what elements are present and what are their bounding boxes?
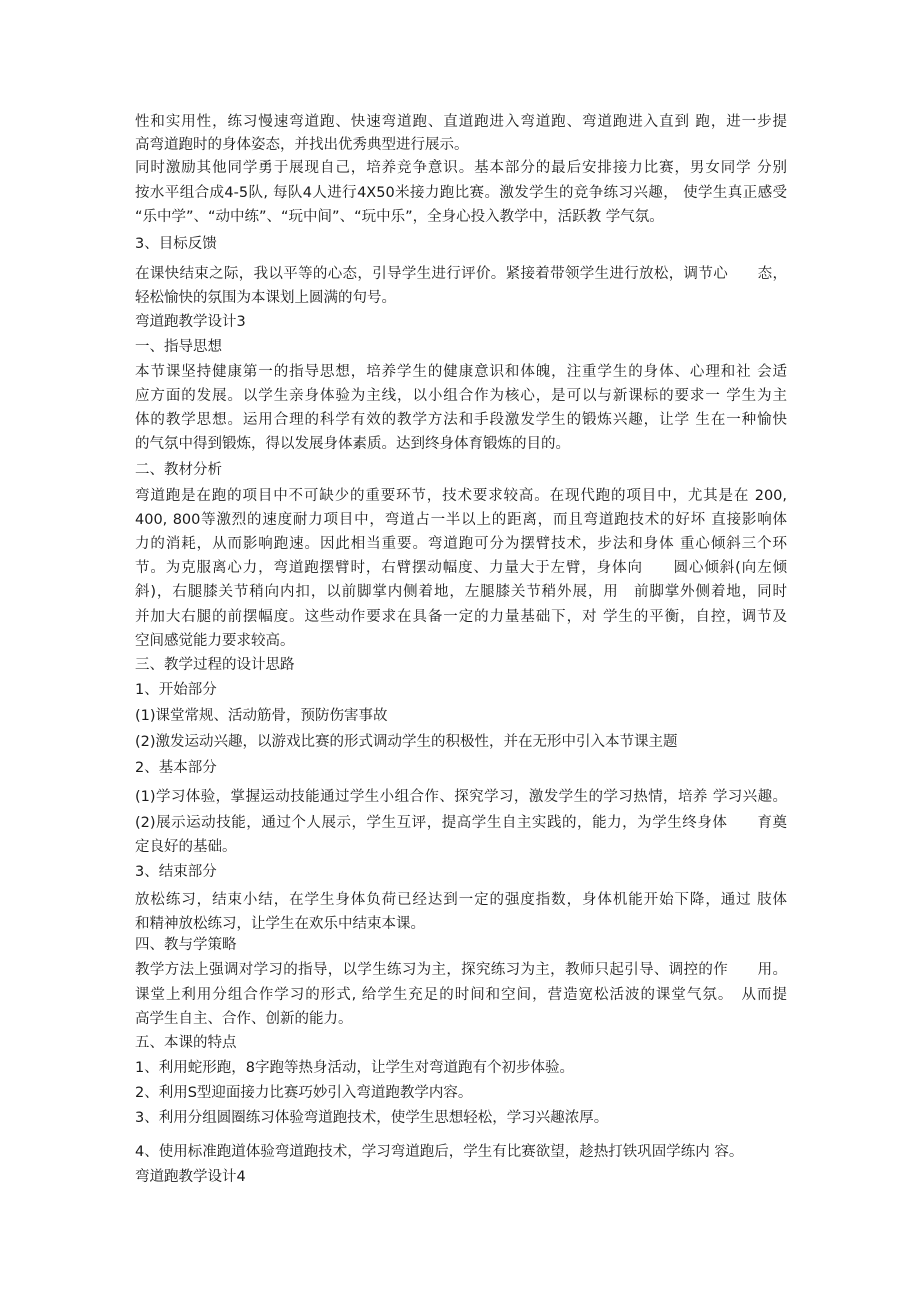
paragraph-line: 节。为克服离心力，弯道跑摆臂时，右臂摆动幅度、力量大于左臂，身体向 圆心倾斜(向左倾	[135, 560, 787, 576]
paragraph-line: 和精神放松练习，让学生在欢乐中结束本课。	[135, 916, 425, 932]
section-heading: 二、教材分析	[135, 462, 222, 478]
paragraph-line: 空间感觉能力要求较高。	[135, 633, 295, 649]
paragraph-line: 体的教学思想。运用合理的科学有效的教学方法和手段激发学生的锻炼兴趣，让学 生在一种愉快	[135, 412, 787, 428]
paragraph-line: 课堂上利用分组合作学习的形式, 给学生充足的时间和空间，营造宽松活波的课堂气氛。 从而提	[135, 987, 787, 1003]
paragraph-line: 弯道跑是在跑的项目中不可缺少的重要环节，技术要求较高。在现代跑的项目中，尤其是在 200,	[135, 488, 787, 504]
list-item: (1)课堂常规、活动筋骨，预防伤害事故	[135, 708, 388, 724]
section-heading: 3、目标反馈	[135, 236, 217, 252]
paragraph-line: 400, 800等激烈的速度耐力项目中，弯道占一半以上的距离，而且弯道跑技术的好坏 直接影响体	[135, 512, 787, 528]
paragraph-line: 并加大右腿的前摆幅度。这些动作要求在具备一定的力量基础下，对 学生的平衡，自控，调节及	[135, 609, 787, 625]
paragraph-line: 定良好的基础。	[135, 839, 237, 855]
paragraph-line: 力的消耗，从而影响跑速。因此相当重要。弯道跑可分为摆臂技术，步法和身体 重心倾斜三个环	[135, 536, 787, 552]
section-heading: 三、教学过程的设计思路	[135, 657, 295, 673]
section-heading: 四、教与学策略	[135, 937, 237, 953]
paragraph-line: 教学方法上强调对学习的指导，以学生练习为主，探究练习为主，教师只起引导、调控的作 用。	[135, 962, 787, 978]
subsection-heading: 3、结束部分	[135, 864, 217, 880]
list-item: (2)展示运动技能，通过个人展示，学生互评，提高学生自主实践的，能力，为学生终身体 育奠	[135, 815, 787, 831]
paragraph-line: 同时激励其他同学勇于展现自己，培养竞争意识。基本部分的最后安排接力比赛，男女同学 分别	[135, 160, 787, 176]
paragraph-line: 高学生自主、合作、创新的能力。	[135, 1011, 353, 1027]
list-item: 4、使用标准跑道体验弯道跑技术，学习弯道跑后，学生有比赛欲望，趁热打铁巩固学练内 容。	[135, 1144, 744, 1160]
list-item: 3、利用分组圆圈练习体验弯道跑技术，使学生思想轻松，学习兴趣浓厚。	[135, 1110, 609, 1126]
paragraph-line: 放松练习，结束小结，在学生身体负荷已经达到一定的强度指数，身体机能开始下降，通过 肢体	[135, 892, 787, 908]
paragraph-line: 性和实用性，练习慢速弯道跑、快速弯道跑、直道跑进入弯道跑、弯道跑进入直到 跑，进一步提	[135, 114, 787, 130]
paragraph-line: 本节课坚持健康第一的指导思想，培养学生的健康意识和体魄，注重学生的身体、心理和社 会适	[135, 364, 787, 380]
paragraph-line: 应方面的发展。以学生亲身体验为主线，以小组合作为核心，是可以与新课标的要求一 学生为主	[135, 388, 787, 404]
paragraph-line: 的气氛中得到锻炼，得以发展身体素质。达到终身体育锻炼的目的。	[135, 436, 570, 452]
paragraph-line: “乐中学”、“动中练”、“玩中间”、“玩中乐”，全身心投入教学中，活跃教 学气氛。	[135, 209, 664, 225]
subsection-heading: 1、开始部分	[135, 682, 217, 698]
subsection-heading: 2、基本部分	[135, 760, 217, 776]
paragraph-line: 高弯道跑时的身体姿态，并找出优秀典型进行展示。	[135, 137, 469, 153]
list-item: (2)激发运动兴趣，以游戏比赛的形式调动学生的积极性，并在无形中引入本节课主题	[135, 734, 678, 750]
paragraph-line: 斜)，右腿膝关节稍向内扣，以前脚掌内侧着地，左腿膝关节稍外展，用 前脚掌外侧着地，同时	[135, 584, 787, 600]
document-title: 弯道跑教学设计4	[135, 1169, 246, 1185]
section-heading: 五、本课的特点	[135, 1035, 237, 1051]
document-title: 弯道跑教学设计3	[135, 314, 246, 330]
paragraph-line: 轻松愉快的氛围为本课划上圆满的句号。	[135, 290, 396, 306]
paragraph-line: 在课快结束之际，我以平等的心态，引导学生进行评价。紧接着带领学生进行放松，调节心 态，	[135, 266, 787, 282]
list-item: 1、利用蛇形跑，8字跑等热身活动，让学生对弯道跑有个初步体验。	[135, 1060, 574, 1076]
section-heading: 一、指导思想	[135, 339, 222, 355]
paragraph-line: 按水平组合成4-5队, 每队4人进行4X50米接力跑比赛。激发学生的竞争练习兴趣， 使学生真正感受	[135, 185, 787, 201]
list-item: 2、利用S型迎面接力比赛巧妙引入弯道跑教学内容。	[135, 1085, 473, 1101]
list-item: (1)学习体验，掌握运动技能通过学生小组合作、探究学习，激发学生的学习热情，培养 学习兴趣。	[135, 789, 787, 805]
